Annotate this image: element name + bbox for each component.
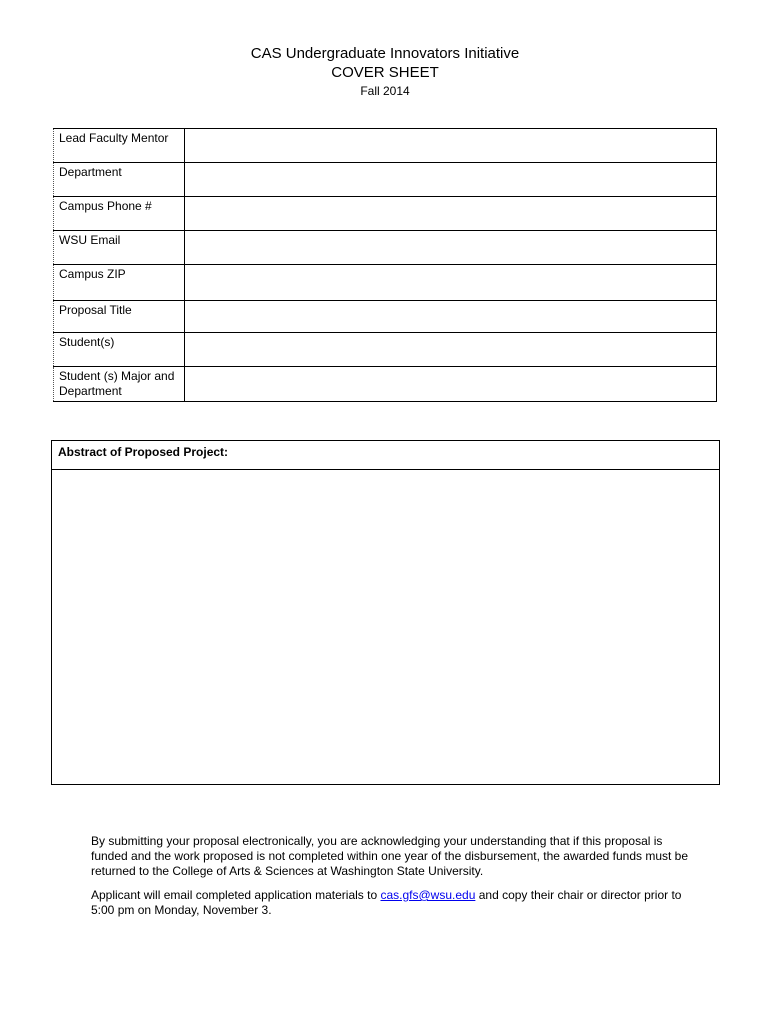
field-label-students: Student(s) [54,333,185,367]
field-input-student-major-department[interactable] [185,367,717,402]
abstract-heading: Abstract of Proposed Project: [52,441,719,470]
document-header [0,44,770,100]
email-link[interactable]: cas.gfs@wsu.edu [380,888,476,902]
submission-instructions [91,888,691,918]
form-row [54,197,717,231]
form-row [54,129,717,163]
field-label-campus-phone: Campus Phone # [54,197,185,231]
field-input-students[interactable] [185,333,717,367]
form-row [54,163,717,197]
submission-prefix: Applicant will email completed application materials to [91,888,381,902]
document-term: Fall 2014 [360,84,410,98]
abstract-input[interactable] [52,470,719,783]
field-input-wsu-email[interactable] [185,231,717,265]
acknowledgement-text: By submitting your proposal electronically, you are acknowledging your understanding that if this proposal is funded and the work proposed is not completed within one year of the disbursement, the awarded funds must be returned to the College of Arts & Sciences at Washington State University. [91,834,689,878]
field-input-campus-phone[interactable] [185,197,717,231]
field-label-campus-zip: Campus ZIP [54,265,185,301]
field-label-department: Department [54,163,185,197]
field-input-proposal-title[interactable] [185,301,717,333]
cover-sheet-table [53,128,717,402]
document-subtitle: COVER SHEET [331,64,439,81]
field-label-wsu-email: WSU Email [54,231,185,265]
field-label-proposal-title: Proposal Title [54,301,185,333]
field-label-lead-faculty-mentor: Lead Faculty Mentor [54,129,185,163]
field-input-lead-faculty-mentor[interactable] [185,129,717,163]
field-label-student-major-department: Student (s) Major and Department [54,367,185,402]
abstract-section [51,440,720,785]
form-row [54,231,717,265]
field-input-department[interactable] [185,163,717,197]
submission-notes [91,834,691,927]
document-title: CAS Undergraduate Innovators Initiative [250,45,520,62]
field-input-campus-zip[interactable] [185,265,717,301]
form-row [54,333,717,367]
form-row [54,367,717,402]
form-row [54,301,717,333]
form-row [54,265,717,301]
submission-suffix: and copy their chair or director prior to 5:00 pm on Monday, November 3. [91,888,682,917]
